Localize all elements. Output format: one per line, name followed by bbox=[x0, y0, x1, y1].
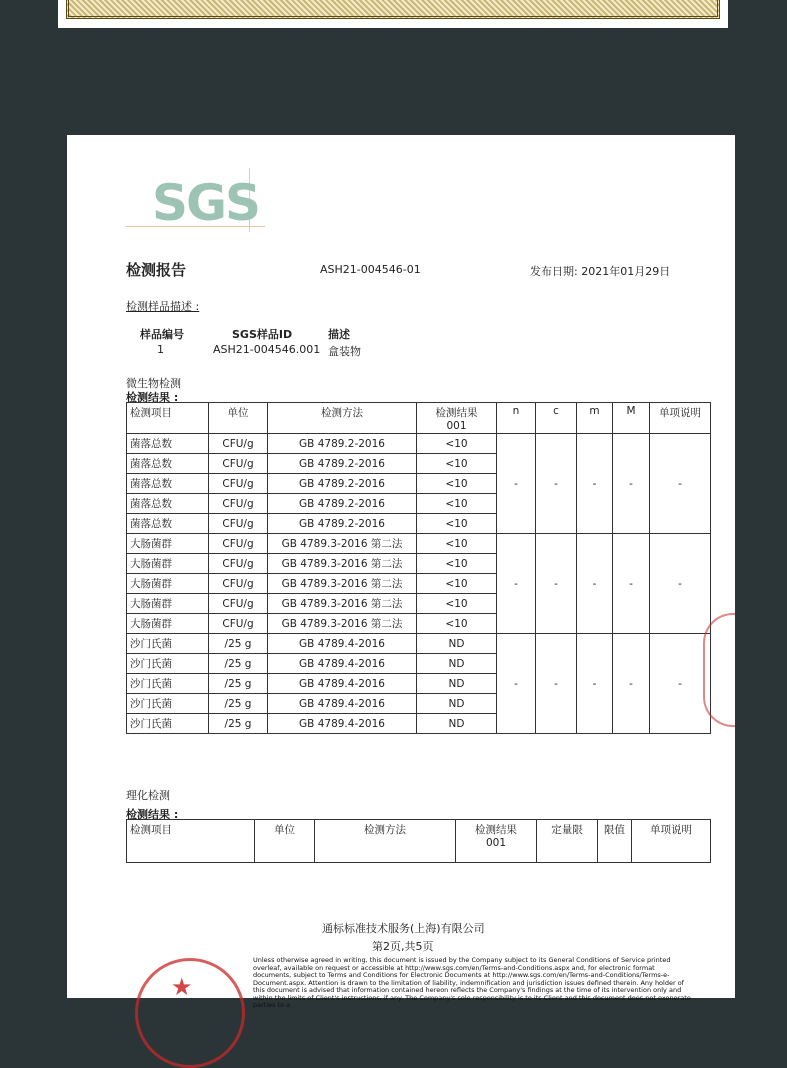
cell-method: GB 4789.4-2016 bbox=[268, 714, 417, 734]
cell-unit: CFU/g bbox=[209, 494, 268, 514]
chem-col-header-unit: 单位 bbox=[255, 820, 315, 863]
col-header-m-lower: m bbox=[577, 403, 613, 434]
cell-n: - bbox=[497, 534, 536, 634]
cell-result: <10 bbox=[417, 554, 497, 574]
cell-unit: CFU/g bbox=[209, 614, 268, 634]
cell-unit: CFU/g bbox=[209, 554, 268, 574]
cell-result: <10 bbox=[417, 434, 497, 454]
col-header-unit: 单位 bbox=[209, 403, 268, 434]
sgs-logo: SGS bbox=[152, 174, 260, 232]
cell-item: 大肠菌群 bbox=[127, 534, 209, 554]
cell-result: <10 bbox=[417, 474, 497, 494]
cell-unit: CFU/g bbox=[209, 514, 268, 534]
sample-desc: 盒装物 bbox=[328, 345, 361, 358]
cell-unit: /25 g bbox=[209, 654, 268, 674]
col-header-result-label: 检测结果 bbox=[435, 407, 478, 419]
col-header-n: n bbox=[497, 403, 536, 434]
footer-legal-text: Unless otherwise agreed in writing, this document is issued by the Company subject to its General Conditions of Service printed overleaf, available on request or accessible at http://www.sgs.com/en/Terms-and-Conditions.aspx and, for electronic format documents, subject to Terms and Conditions for Electronic Documents at http://www.sgs.com/en/Terms-and-Conditions/Terms-e-Document.aspx. Attention is drawn to the limitation of liability, indemnification and jurisdiction issues defined therein. Any holder of this document is advised that information contained hereon reflects the Company's findings at the time of its intervention only and within the limits of Client's instructions, if any. The Company's sole responsibility is to its Client and this document does not exonerate parties to a bbox=[253, 956, 691, 1009]
report-page bbox=[67, 135, 735, 1009]
cell-method: GB 4789.2-2016 bbox=[268, 514, 417, 534]
report-date: 发布日期: 2021年01月29日 bbox=[530, 265, 671, 278]
cell-result: <10 bbox=[417, 454, 497, 474]
cell-method: GB 4789.4-2016 bbox=[268, 674, 417, 694]
micro-results-table bbox=[126, 402, 711, 734]
cell-unit: /25 g bbox=[209, 674, 268, 694]
cell-method: GB 4789.2-2016 bbox=[268, 494, 417, 514]
cell-result: <10 bbox=[417, 574, 497, 594]
cell-item: 沙门氏菌 bbox=[127, 694, 209, 714]
cell-unit: CFU/g bbox=[209, 574, 268, 594]
col-header-item: 检测项目 bbox=[127, 403, 209, 434]
chem-result-label: 检测结果 : bbox=[126, 808, 179, 821]
chem-col-header-item: 检测项目 bbox=[127, 820, 255, 863]
report-title: 检测报告 bbox=[126, 261, 187, 279]
cell-item: 沙门氏菌 bbox=[127, 634, 209, 654]
cell-item: 大肠菌群 bbox=[127, 594, 209, 614]
sample-header-no: 样品编号 bbox=[140, 328, 184, 341]
cell-method: GB 4789.3-2016 第二法 bbox=[268, 574, 417, 594]
cell-unit: /25 g bbox=[209, 694, 268, 714]
footer-page-number: 第2页,共5页 bbox=[372, 940, 434, 953]
chem-col-header-loq: 定量限 bbox=[537, 820, 598, 863]
certificate-border bbox=[66, 0, 720, 19]
cell-result: ND bbox=[417, 634, 497, 654]
cell-note: - bbox=[650, 434, 711, 534]
chem-col-header-note: 单项说明 bbox=[632, 820, 711, 863]
cell-item: 菌落总数 bbox=[127, 514, 209, 534]
chem-col-header-sample-no: 001 bbox=[485, 837, 507, 849]
cell-unit: CFU/g bbox=[209, 594, 268, 614]
cell-result: <10 bbox=[417, 494, 497, 514]
cell-result: <10 bbox=[417, 614, 497, 634]
report-number: ASH21-004546-01 bbox=[320, 263, 421, 276]
cell-result: <10 bbox=[417, 594, 497, 614]
cell-m-lower: - bbox=[577, 534, 613, 634]
cell-note: - bbox=[650, 634, 711, 734]
chem-col-header-result-label: 检测结果 bbox=[475, 824, 517, 836]
cell-unit: CFU/g bbox=[209, 434, 268, 454]
cell-c: - bbox=[536, 534, 577, 634]
footer-company: 通标标准技术服务(上海)有限公司 bbox=[322, 922, 485, 935]
certificate-fragment bbox=[58, 0, 728, 28]
cell-item: 菌落总数 bbox=[127, 494, 209, 514]
cell-item: 大肠菌群 bbox=[127, 574, 209, 594]
cell-item: 沙门氏菌 bbox=[127, 654, 209, 674]
cell-result: <10 bbox=[417, 534, 497, 554]
col-header-c: c bbox=[536, 403, 577, 434]
cell-method: GB 4789.4-2016 bbox=[268, 634, 417, 654]
cell-unit: CFU/g bbox=[209, 534, 268, 554]
cell-result: ND bbox=[417, 694, 497, 714]
col-header-result bbox=[417, 403, 497, 434]
col-header-note: 单项说明 bbox=[650, 403, 711, 434]
red-seal-stamp bbox=[703, 613, 735, 727]
cell-item: 沙门氏菌 bbox=[127, 714, 209, 734]
col-header-m-upper: M bbox=[613, 403, 650, 434]
cell-unit: /25 g bbox=[209, 714, 268, 734]
cell-method: GB 4789.3-2016 第二法 bbox=[268, 614, 417, 634]
cell-result: <10 bbox=[417, 514, 497, 534]
chem-col-header-limit: 限值 bbox=[598, 820, 632, 863]
cell-method: GB 4789.2-2016 bbox=[268, 434, 417, 454]
cell-n: - bbox=[497, 434, 536, 534]
chem-col-header-method: 检测方法 bbox=[315, 820, 456, 863]
chem-section-title: 理化检测 bbox=[126, 789, 170, 802]
table-row bbox=[127, 434, 711, 454]
cell-m-upper: - bbox=[613, 534, 650, 634]
cell-m-lower: - bbox=[577, 634, 613, 734]
cell-item: 菌落总数 bbox=[127, 454, 209, 474]
cell-unit: /25 g bbox=[209, 634, 268, 654]
cell-result: ND bbox=[417, 654, 497, 674]
cell-note: - bbox=[650, 534, 711, 634]
chem-col-header-result bbox=[456, 820, 537, 863]
cell-m-upper: - bbox=[613, 634, 650, 734]
cell-method: GB 4789.2-2016 bbox=[268, 454, 417, 474]
micro-section-title: 微生物检测 bbox=[126, 377, 181, 390]
cell-c: - bbox=[536, 634, 577, 734]
col-header-method: 检测方法 bbox=[268, 403, 417, 434]
cell-result: ND bbox=[417, 714, 497, 734]
cell-item: 菌落总数 bbox=[127, 474, 209, 494]
sample-no: 1 bbox=[157, 343, 164, 356]
cell-m-lower: - bbox=[577, 434, 613, 534]
cell-method: GB 4789.4-2016 bbox=[268, 654, 417, 674]
col-header-sample-no: 001 bbox=[446, 420, 467, 432]
sample-desc-label: 检测样品描述 : bbox=[126, 300, 200, 313]
cell-method: GB 4789.3-2016 第二法 bbox=[268, 594, 417, 614]
cell-method: GB 4789.4-2016 bbox=[268, 694, 417, 714]
cell-method: GB 4789.3-2016 第二法 bbox=[268, 534, 417, 554]
cell-unit: CFU/g bbox=[209, 454, 268, 474]
table-row bbox=[127, 634, 711, 654]
micro-header-row bbox=[127, 403, 711, 434]
sample-id: ASH21-004546.001 bbox=[213, 343, 321, 356]
cell-c: - bbox=[536, 434, 577, 534]
cell-unit: CFU/g bbox=[209, 474, 268, 494]
table-row bbox=[127, 534, 711, 554]
cell-item: 沙门氏菌 bbox=[127, 674, 209, 694]
cell-item: 大肠菌群 bbox=[127, 554, 209, 574]
cell-method: GB 4789.2-2016 bbox=[268, 474, 417, 494]
sample-header-id: SGS样品ID bbox=[232, 328, 293, 341]
cell-n: - bbox=[497, 634, 536, 734]
micro-result-label: 检测结果 : bbox=[126, 391, 179, 404]
cell-item: 菌落总数 bbox=[127, 434, 209, 454]
cell-m-upper: - bbox=[613, 434, 650, 534]
sample-header-desc: 描述 bbox=[328, 328, 350, 341]
chem-results-table bbox=[126, 819, 711, 863]
seal-star-icon: ★ bbox=[171, 973, 193, 1001]
cell-result: ND bbox=[417, 674, 497, 694]
cell-item: 大肠菌群 bbox=[127, 614, 209, 634]
chem-header-row bbox=[127, 820, 711, 863]
cell-method: GB 4789.3-2016 第二法 bbox=[268, 554, 417, 574]
